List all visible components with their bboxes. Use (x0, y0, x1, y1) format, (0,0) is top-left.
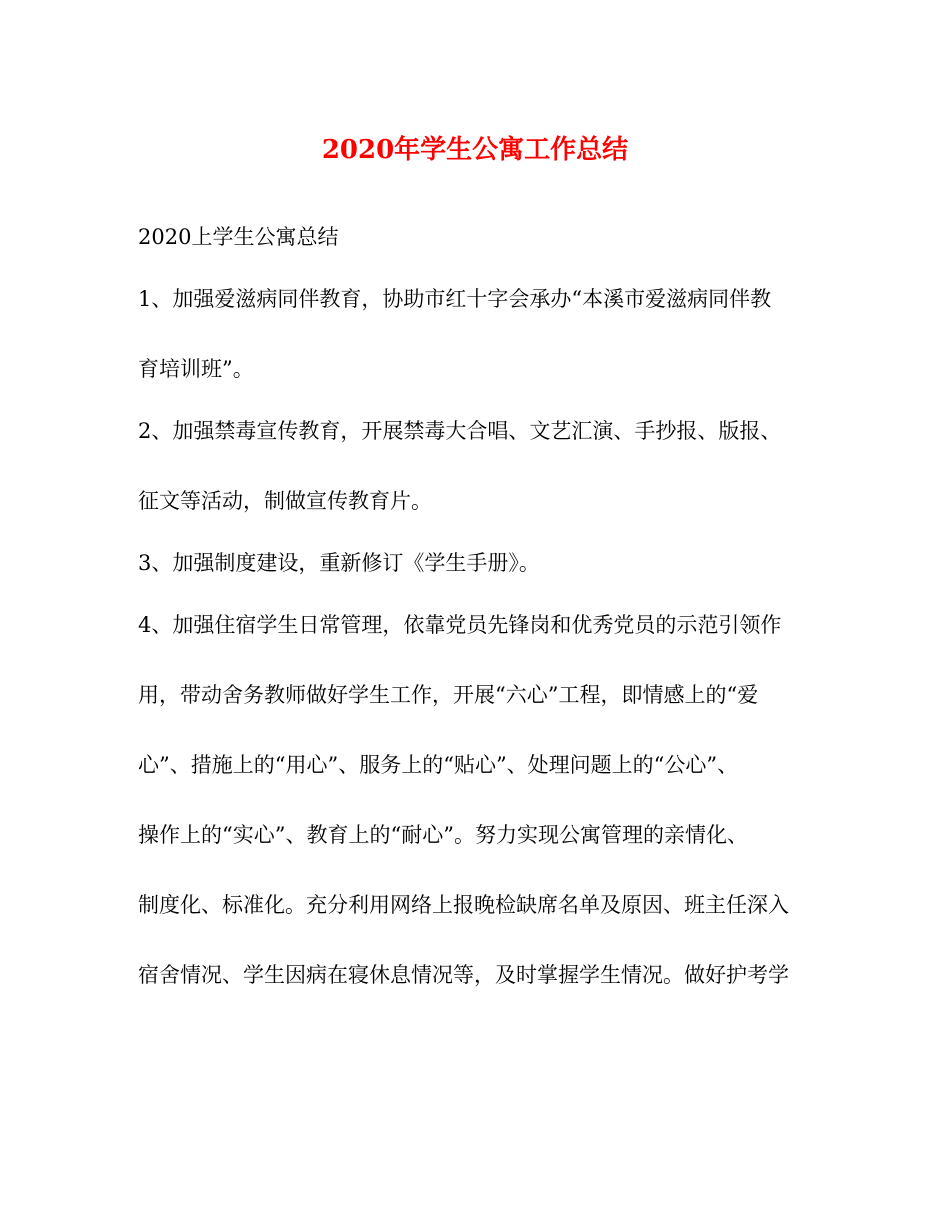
body-line-3: 2、加强禁毒宣传教育，开展禁毒大合唱、文艺汇演、手抄报、版报、 (138, 419, 782, 443)
body-line-10: 制度化、标准化。充分利用网络上报晚检缺席名单及原因、班主任深入 (138, 893, 789, 917)
page-title: 2020年学生公寓工作总结 (321, 135, 629, 165)
body-line-4: 征文等活动，制做宣传教育片。 (138, 489, 432, 513)
body-line-6: 4、加强住宿学生日常管理，依靠党员先锋岗和优秀党员的示范引领作 (138, 613, 782, 637)
body-line-2: 育培训班”。 (138, 357, 254, 381)
body-line-11: 宿舍情况、学生因病在寝休息情况等，及时掌握学生情况。做好护考学 (138, 963, 789, 987)
body-line-1: 1、加强爱滋病同伴教育，协助市红十字会承办“本溪市爱滋病同伴教 (138, 287, 772, 311)
body-line-9: 操作上的“实心”、教育上的“耐心”。努力实现公寓管理的亲情化、 (138, 823, 748, 847)
body-line-5: 3、加强制度建设，重新修订《学生手册》。 (138, 551, 540, 575)
subtitle-line: 2020上学生公寓总结 (138, 225, 339, 249)
body-line-7: 用，带动舍务教师做好学生工作，开展“六心”工程，即情感上的“爱 (138, 683, 759, 707)
body-line-8: 心”、措施上的“用心”、服务上的“贴心”、处理问题上的“公心”、 (138, 753, 739, 777)
